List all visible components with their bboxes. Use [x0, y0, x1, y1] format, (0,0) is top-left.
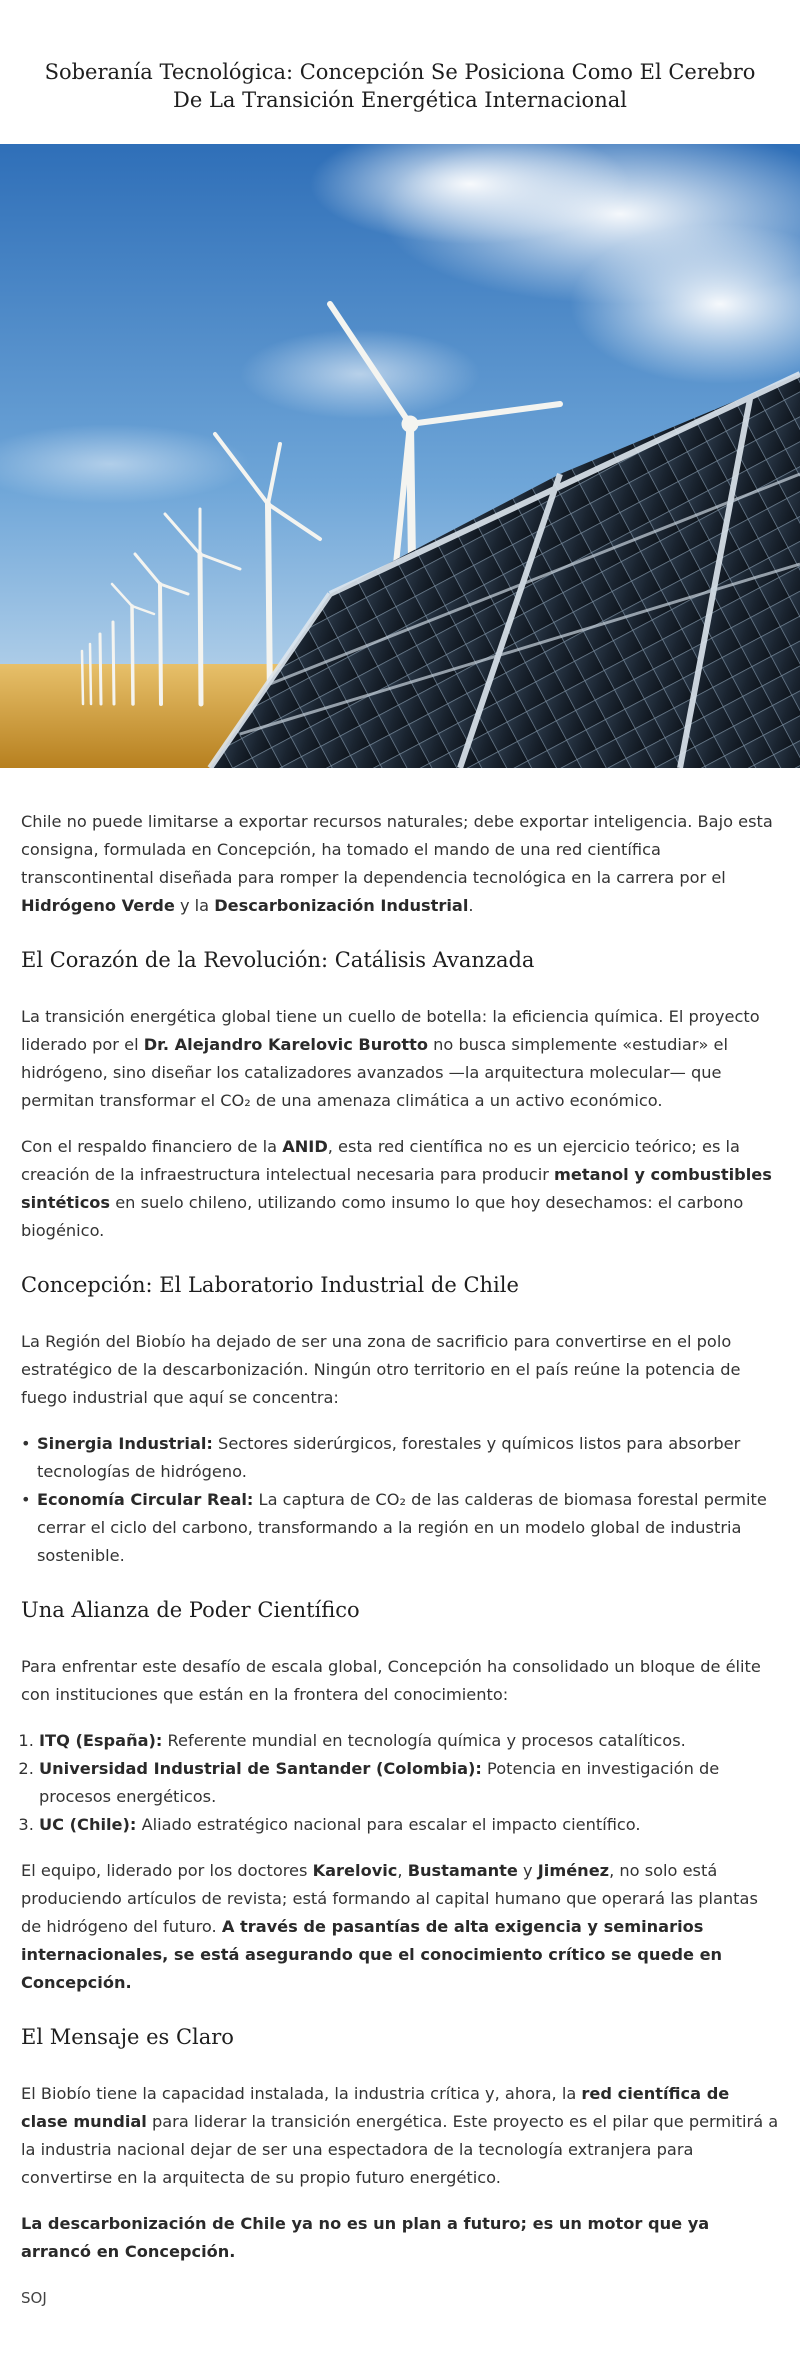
section-heading-alianza: Una Alianza de Poder Científico: [21, 1598, 360, 1622]
paragraph: La descarbonización de Chile ya no es un plan a futuro; es un motor que ya arrancó en Concepción.: [21, 2214, 710, 2261]
list-item: • Economía Circular Real: La captura de CO₂ de las calderas de biomasa forestal permite cerrar el ciclo del carbono, transformando a la región en un modelo global de industria sostenible.: [21, 1486, 780, 1570]
list-item: • Sinergia Industrial: Sectores siderúrgicos, forestales y químicos listos para absorber tecnologías de hidrógeno.: [21, 1430, 780, 1486]
numbered-list: [21, 1727, 780, 1839]
bullet-list: [21, 1430, 780, 1570]
list-item: 1. ITQ (España): Referente mundial en tecnología química y procesos catalíticos.: [39, 1727, 780, 1755]
section-heading-laboratorio: Concepción: El Laboratorio Industrial de Chile: [21, 1273, 519, 1297]
paragraph: Para enfrentar este desafío de escala global, Concepción ha consolidado un bloque de élite con instituciones que están en la frontera del conocimiento:: [21, 1657, 761, 1704]
intro-paragraph: Chile no puede limitarse a exportar recursos naturales; debe exportar inteligencia. Bajo esta consigna, formulada en Concepción, ha tomado el mando de una red científica transcontinental diseñada para romper la dependencia tecnológica en la carrera por el Hidrógeno Verde y la Descarbonización Industrial.: [21, 812, 773, 915]
paragraph: Con el respaldo financiero de la ANID, esta red científica no es un ejercicio teórico; es la creación de la infraestructura intelectual necesaria para producir metanol y combustibles sintéticos en suelo chileno, utilizando como insumo lo que hoy desechamos: el carbono biogénico.: [21, 1137, 772, 1240]
section-heading-mensaje: El Mensaje es Claro: [21, 2025, 234, 2049]
paragraph: La Región del Biobío ha dejado de ser una zona de sacrificio para convertirse en el polo estratégico de la descarbonización. Ningún otro territorio en el país reúne la potencia de fuego industrial que aquí se concentra:: [21, 1332, 741, 1407]
hero-image: [0, 144, 800, 768]
section-heading-catalisis: El Corazón de la Revolución: Catálisis Avanzada: [21, 948, 535, 972]
list-item: 2. Universidad Industrial de Santander (Colombia): Potencia en investigación de procesos energéticos.: [39, 1755, 780, 1811]
paragraph: El Biobío tiene la capacidad instalada, la industria crítica y, ahora, la red científica de clase mundial para liderar la transición energética. Este proyecto es el pilar que permitirá a la industria nacional dejar de ser una espectadora de la tecnología extranjera para convertirse en la arquitecta de su propio futuro energético.: [21, 2084, 779, 2187]
article-body: [0, 768, 800, 2312]
paragraph: El equipo, liderado por los doctores Karelovic, Bustamante y Jiménez, no solo está produciendo artículos de revista; está formando al capital humano que operará las plantas de hidrógeno del futuro. A través de pasantías de alta exigencia y seminarios internacionales, se está asegurando que el conocimiento crítico se quede en Concepción.: [21, 1861, 758, 1992]
author-signature: SOJ: [21, 2289, 47, 2307]
article-title: Soberanía Tecnológica: Concepción Se Posiciona Como El Cerebro De La Transición Energética Internacional: [44, 60, 756, 112]
paragraph: La transición energética global tiene un cuello de botella: la eficiencia química. El proyecto liderado por el Dr. Alejandro Karelovic Burotto no busca simplemente «estudiar» el hidrógeno, sino diseñar los catalizadores avanzados —la arquitectura molecular— que permitan transformar el CO₂ de una amenaza climática a un activo económico.: [21, 1007, 760, 1110]
list-item: 3. UC (Chile): Aliado estratégico nacional para escalar el impacto científico.: [39, 1811, 780, 1839]
